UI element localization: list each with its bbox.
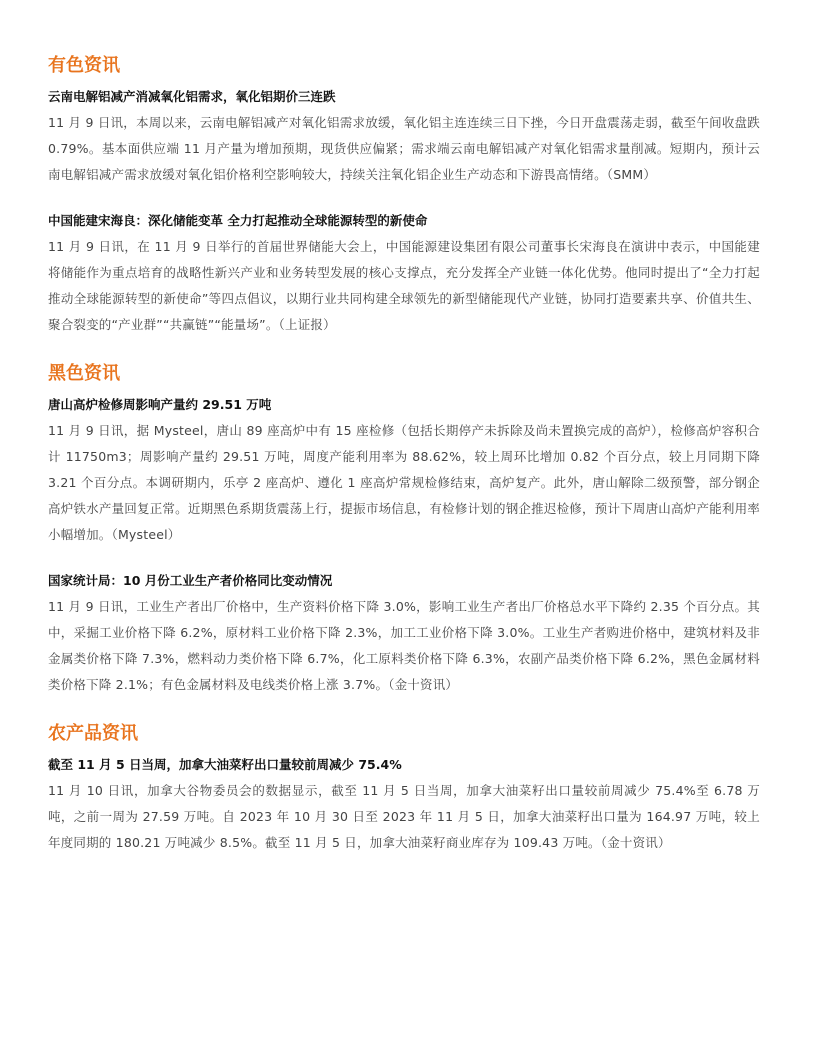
section-title: 农产品资讯 xyxy=(48,723,138,744)
article-body: 11 月 9 日讯，据 Mysteel，唐山 89 座高炉中有 15 座检修（包括长期停产未拆除及尚未置换完成的高炉），检修高炉容积合计 11750m3；周影响产量约 29.51 万吨，周度产能利用率为 88.62%，较上周环比增加 0.82 个百分点，较上月同期下降 3.21 个百分点。本调研期内，乐亭 2 座高炉、遵化 1 座高炉常规检修结束，高炉复产。此外，唐山解除二级预警，部分钢企高炉铁水产量回复正常。近期黑色系期货震荡上行，提振市场信息，有检修计划的钢企推迟检修，预计下周唐山高炉产能利用率小幅增加。（Mysteel） xyxy=(48,423,760,542)
article-title: 国家统计局：10 月份工业生产者价格同比变动情况 xyxy=(48,573,333,588)
section-title: 黑色资讯 xyxy=(48,363,120,384)
article-body: 11 月 9 日讯，本周以来，云南电解铝减产对氧化铝需求放缓，氧化铝主连连续三日下挫，今日开盘震荡走弱，截至午间收盘跌 0.79%。基本面供应端 11 月产量为增加预期，现货供应偏紧；需求端云南电解铝减产对氧化铝需求量削减。短期内，预计云南电解铝减产需求放缓对氧化铝价格利空影响较大，持续关注氧化铝企业生产动态和下游畏高情绪。（SMM） xyxy=(48,115,760,182)
document-page xyxy=(48,54,760,880)
section-ferrous xyxy=(48,362,760,698)
article xyxy=(48,396,760,548)
article-title: 中国能建宋海良：深化储能变革 全力打起推动全球能源转型的新使命 xyxy=(48,213,428,228)
section-agriculture xyxy=(48,722,760,856)
article xyxy=(48,572,760,698)
article-title: 云南电解铝减产消减氧化铝需求，氧化铝期价三连跌 xyxy=(48,89,336,104)
article-title: 截至 11 月 5 日当周，加拿大油菜籽出口量较前周减少 75.4% xyxy=(48,757,402,772)
article-title: 唐山高炉检修周影响产量约 29.51 万吨 xyxy=(48,397,272,412)
article xyxy=(48,88,760,188)
article-body: 11 月 9 日讯，在 11 月 9 日举行的首届世界储能大会上，中国能源建设集团有限公司董事长宋海良在演讲中表示，中国能建将储能作为重点培育的战略性新兴产业和业务转型发展的核心支撑点，充分发挥全产业链一体化优势。他同时提出了“全力打起推动全球能源转型的新使命”等四点倡议，以期行业共同构建全球领先的新型储能现代产业链，协同打造要素共享、价值共生、聚合裂变的“产业群”“共赢链”“能量场”。（上证报） xyxy=(48,239,760,332)
article-body: 11 月 10 日讯，加拿大谷物委员会的数据显示，截至 11 月 5 日当周，加拿大油菜籽出口量较前周减少 75.4%至 6.78 万吨，之前一周为 27.59 万吨。自 2023 年 10 月 30 日至 2023 年 11 月 5 日，加拿大油菜籽出口量为 164.97 万吨，较上年度同期的 180.21 万吨减少 8.5%。截至 11 月 5 日，加拿大油菜籽商业库存为 109.43 万吨。（金十资讯） xyxy=(48,783,760,850)
article xyxy=(48,212,760,338)
section-title: 有色资讯 xyxy=(48,55,120,76)
article-body: 11 月 9 日讯，工业生产者出厂价格中，生产资料价格下降 3.0%，影响工业生产者出厂价格总水平下降约 2.35 个百分点。其中，采掘工业价格下降 6.2%，原材料工业价格下降 2.3%，加工工业价格下降 3.0%。工业生产者购进价格中，建筑材料及非金属类价格下降 7.3%，燃料动力类价格下降 6.7%，化工原料类价格下降 6.3%，农副产品类价格下降 6.2%，黑色金属材料类价格下降 2.1%；有色金属材料及电线类价格上涨 3.7%。（金十资讯） xyxy=(48,599,760,692)
section-nonferrous xyxy=(48,54,760,338)
article xyxy=(48,756,760,856)
